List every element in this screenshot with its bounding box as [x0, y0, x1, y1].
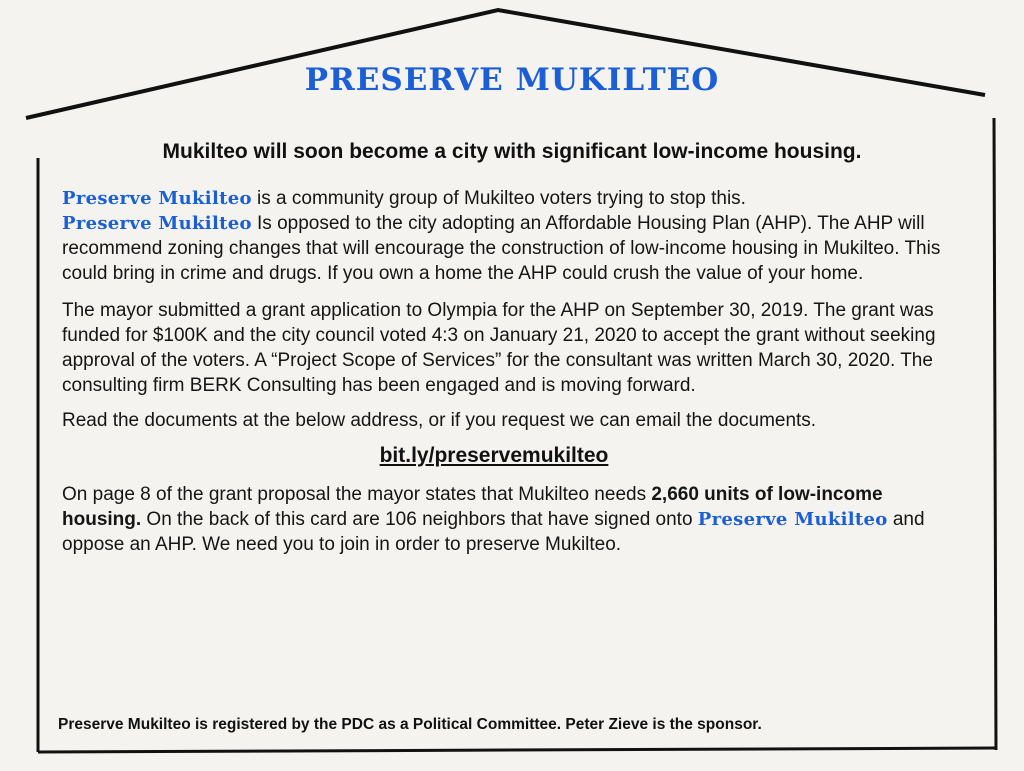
paragraph-4-part-2: On the back of this card are 106 neighbors that have signed onto [141, 509, 698, 530]
page-title: PRESERVE MUKILTEO [304, 62, 720, 98]
documents-link[interactable]: bit.ly/preservemukilteo [379, 444, 609, 467]
footer-disclaimer: Preserve Mukilteo is registered by the PDC as a Political Committee. Peter Zieve is the sponsor. [58, 716, 762, 733]
brand-name: Preserve Mukilteo [62, 213, 252, 234]
paragraph-2: The mayor submitted a grant application to Olympia for the AHP on September 30, 2019. The grant was funded for $100K and the city council voted 4:3 on January 21, 2020 to accept the grant without seeking approval of the voters. A “Project Scope of Services” for the consultant was written March 30, 2020. The consulting firm BERK Consulting has been engaged and is moving forward. [62, 300, 936, 396]
paragraph-4-part-1: On page 8 of the grant proposal the mayor states that Mukilteo needs [62, 484, 652, 505]
brand-name: Preserve Mukilteo [697, 509, 888, 530]
floor-line [38, 748, 996, 752]
paragraph-1-line-2: Is opposed to the city adopting an Affordable Housing Plan (AHP). The AHP will recommend zoning changes that will encourage the construction of low-income housing in Mukilteo. This could bring in crime and drugs. If you own a home the AHP could crush the value of your home. [62, 213, 941, 284]
paragraph-1-line-1: is a community group of Mukilteo voters trying to stop this. [257, 188, 746, 209]
paragraph-3: Read the documents at the below address, or if you request we can email the documents. [62, 410, 817, 431]
brand-name: Preserve Mukilteo [62, 188, 252, 209]
paragraph-4 [62, 482, 962, 557]
card-body [62, 186, 962, 557]
paragraph-4-part-3: and oppose an AHP. We need you to join in order to preserve Mukilteo. [62, 509, 925, 555]
paragraph-1 [62, 186, 962, 286]
right-wall-line [994, 118, 996, 750]
units-highlight: 2,660 units of low-income housing. [62, 484, 883, 530]
headline: Mukilteo will soon become a city with significant low-income housing. [162, 140, 862, 163]
